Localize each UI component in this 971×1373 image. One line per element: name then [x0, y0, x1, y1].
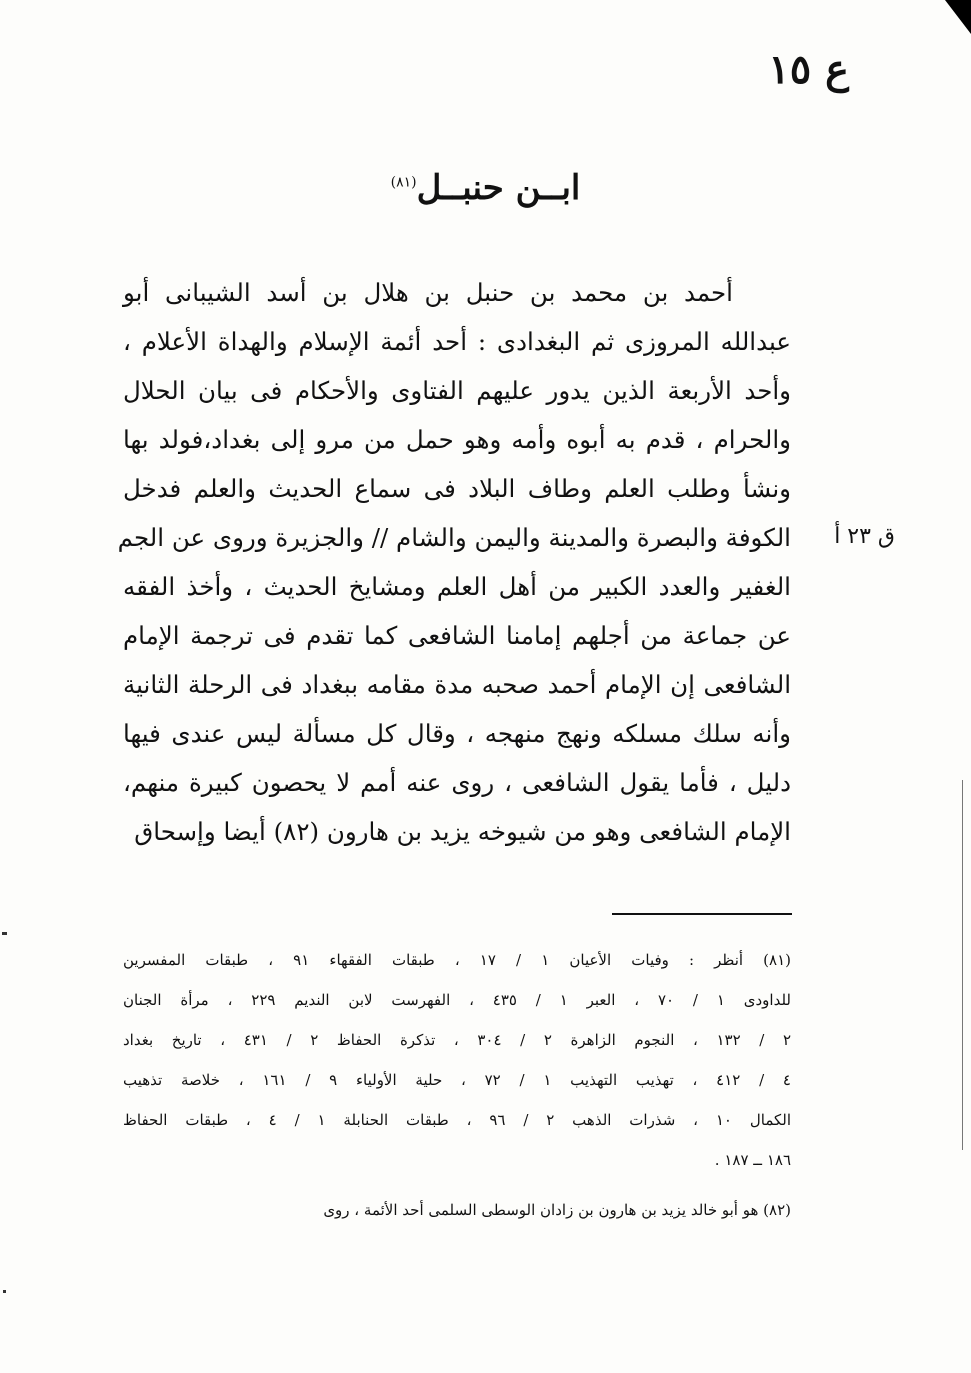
body-line: الغفير والعدد الكبير من أهل العلم ومشايخ الحديث ، وأخذ الفقه [123, 572, 791, 601]
title-footnote-ref: (٨١) [390, 174, 417, 191]
scan-artifact [3, 1290, 6, 1293]
footnote-81-line: ٢ / ١٣٢ ، النجوم الزاهرة ٢ / ٣٠٤ ، تذكرة الحفاظ ٢ / ٤٣١ ، تاريخ بغداد [123, 1031, 792, 1049]
footnote-81-line: (٨١) أنظر : وفيات الأعيان ١ / ١٧ ، طبقات الفقهاء ٩١ ، طبقات المفسرين [123, 951, 792, 969]
body-line: والحرام ، قدم به أبوه وأمه وهو حمل من مرو إلى بغداد،فولد بها [123, 425, 791, 454]
body-text [117, 268, 791, 856]
body-line: عن جماعة من أجلهم إمامنا الشافعى كما تقدم فى ترجمة الإمام [123, 621, 791, 650]
body-line: وأنه سلك مسلكه ونهج منهجه ، وقال كل مسألة ليس عندى فيها [123, 719, 791, 748]
footnote-divider [612, 913, 792, 915]
body-line: وأحد الأربعة الذين يدور عليهم الفتاوى والأحكام فى بيان الحلال [123, 376, 791, 405]
footnotes [123, 940, 791, 1230]
footnote-81-line: للداودى ١ / ٧٠ ، العبر ١ / ٤٣٥ ، الفهرست لابن النديم ٢٢٩ ، مرأة الجنان [123, 991, 791, 1009]
page-marker: ع ١٥ [768, 46, 849, 93]
footnote-81-line: ٤ / ٤١٢ ، تهذيب التهذيب ١ / ٧٢ ، حلية الأولياء ٩ / ١٦١ ، خلاصة تذهيب [123, 1071, 791, 1089]
body-line: ونشأ وطلب العلم وطاف البلاد فى سماع الحديث والعلم فدخل [123, 474, 791, 503]
scan-artifact [2, 932, 7, 935]
margin-folio-note: ق ٢٣ أ [834, 524, 895, 549]
footnote-81-line: الكمال ١٠ ، شذرات الذهب ٢ / ٩٦ ، طبقات الحنابلة ١ / ٤ ، طبقات الحفاظ [123, 1111, 792, 1129]
body-line: أحمد بن محمد بن حنبل بن هلال بن أسد الشيبانى أبو [123, 278, 733, 307]
footnote-82-line: (٨٢) هو أبو خالد يزيد بن هارون بن زادان الوسطى السلمى أحد الأئمة ، روى [323, 1201, 791, 1219]
footnote-gap [123, 1180, 791, 1190]
scan-edge-line [962, 780, 963, 1150]
body-line: دليل ، فأما يقول الشافعى ، روى عنه أمم لا يحصون كبيرة منهم، [123, 768, 791, 797]
body-line: الشافعى إن الإمام أحمد صحبه مدة مقامه ببغداد فى الرحلة الثانية [123, 670, 791, 699]
corner-mark [945, 0, 971, 34]
body-line: الإمام الشافعى وهو من شيوخه يزيد بن هارون (٨٢) أيضا وإسحاق [134, 817, 791, 846]
body-line: الكوفة والبصرة والمدينة واليمن والشام // والجزيرة وروى عن الجم [117, 523, 791, 552]
body-line: عبدالله المروزى ثم البغدادى : أحد أئمة الإسلام والهداة الأعلام ، [123, 327, 791, 356]
section-title-text: ابــن حنبــل [416, 168, 581, 208]
section-title [0, 168, 971, 209]
footnote-81-line: ١٨٦ ــ ١٨٧ . [714, 1151, 791, 1169]
